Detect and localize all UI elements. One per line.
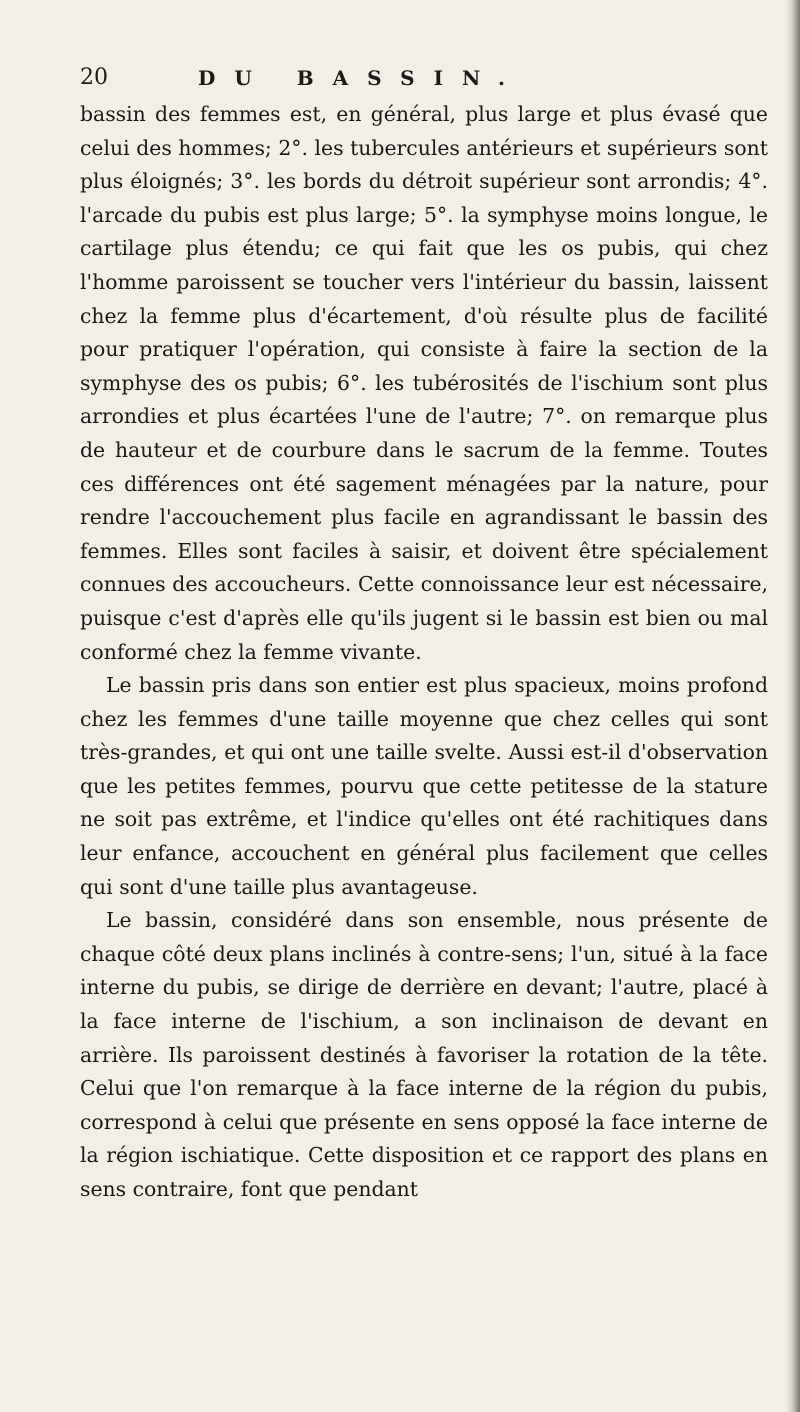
page-header [80, 64, 720, 94]
paragraph-continued: bassin des femmes est, en général, plus large et plus évasé que celui des hommes; 2°. les tubercules antérieurs et supérieurs sont plus éloignés; 3°. les bords du détroit supérieur sont arrondis; 4°. l'arcade du pubis est plus large; 5°. la symphyse moins longue, le cartilage plus étendu; ce qui fait que les os pubis, qui chez l'homme paroissent se toucher vers l'intérieur du bassin, laissent chez la femme plus d'écartement, d'où résulte plus de facilité pour pratiquer l'opération, qui consiste à faire la section de la symphyse des os pubis; 6°. les tubérosités de l'ischium sont plus arrondies et plus écartées l'une de l'autre; 7°. on remarque plus de hauteur et de courbure dans le sacrum de la femme. Toutes ces différences ont été sagement ménagées par la nature, pour rendre l'accouchement plus facile en agrandissant le bassin des femmes. Elles sont faciles à saisir, et doivent être spécialement connues des accoucheurs. Cette connoissance leur est nécessaire, puisque c'est d'après elle qu'ils jugent si le bassin est bien ou mal conformé chez la femme vivante. [80, 102, 768, 664]
running-title: DU BASSIN. [198, 66, 524, 90]
paragraph-bassin-spacieux: Le bassin pris dans son entier est plus spacieux, moins profond chez les femmes d'une taille moyenne que chez celles qui sont très-grandes, et qui ont une taille svelte. Aussi est-il d'observation que les petites femmes, pourvu que cette petitesse de la stature ne soit pas extrême, et l'indice qu'elles ont été rachitiques dans leur enfance, accouchent en général plus facilement que celles qui sont d'une taille plus avantageuse. [80, 673, 768, 899]
paragraph-plans-inclines: Le bassin, considéré dans son ensemble, nous présente de chaque côté deux plans inclinés à contre-sens; l'un, situé à la face interne du pubis, se dirige de derrière en devant; l'autre, placé à la face interne de l'ischium, a son inclinaison de devant en arrière. Ils paroissent destinés à favoriser la rotation de la tête. Celui que l'on remarque à la face interne de la région du pubis, correspond à celui que présente en sens opposé la face interne de la région ischiatique. Cette disposition et ce rapport des plans en sens contraire, font que pendant [80, 908, 768, 1201]
body-text [80, 98, 768, 1207]
page-number: 20 [80, 65, 108, 90]
page-edge-shadow [786, 0, 800, 1412]
